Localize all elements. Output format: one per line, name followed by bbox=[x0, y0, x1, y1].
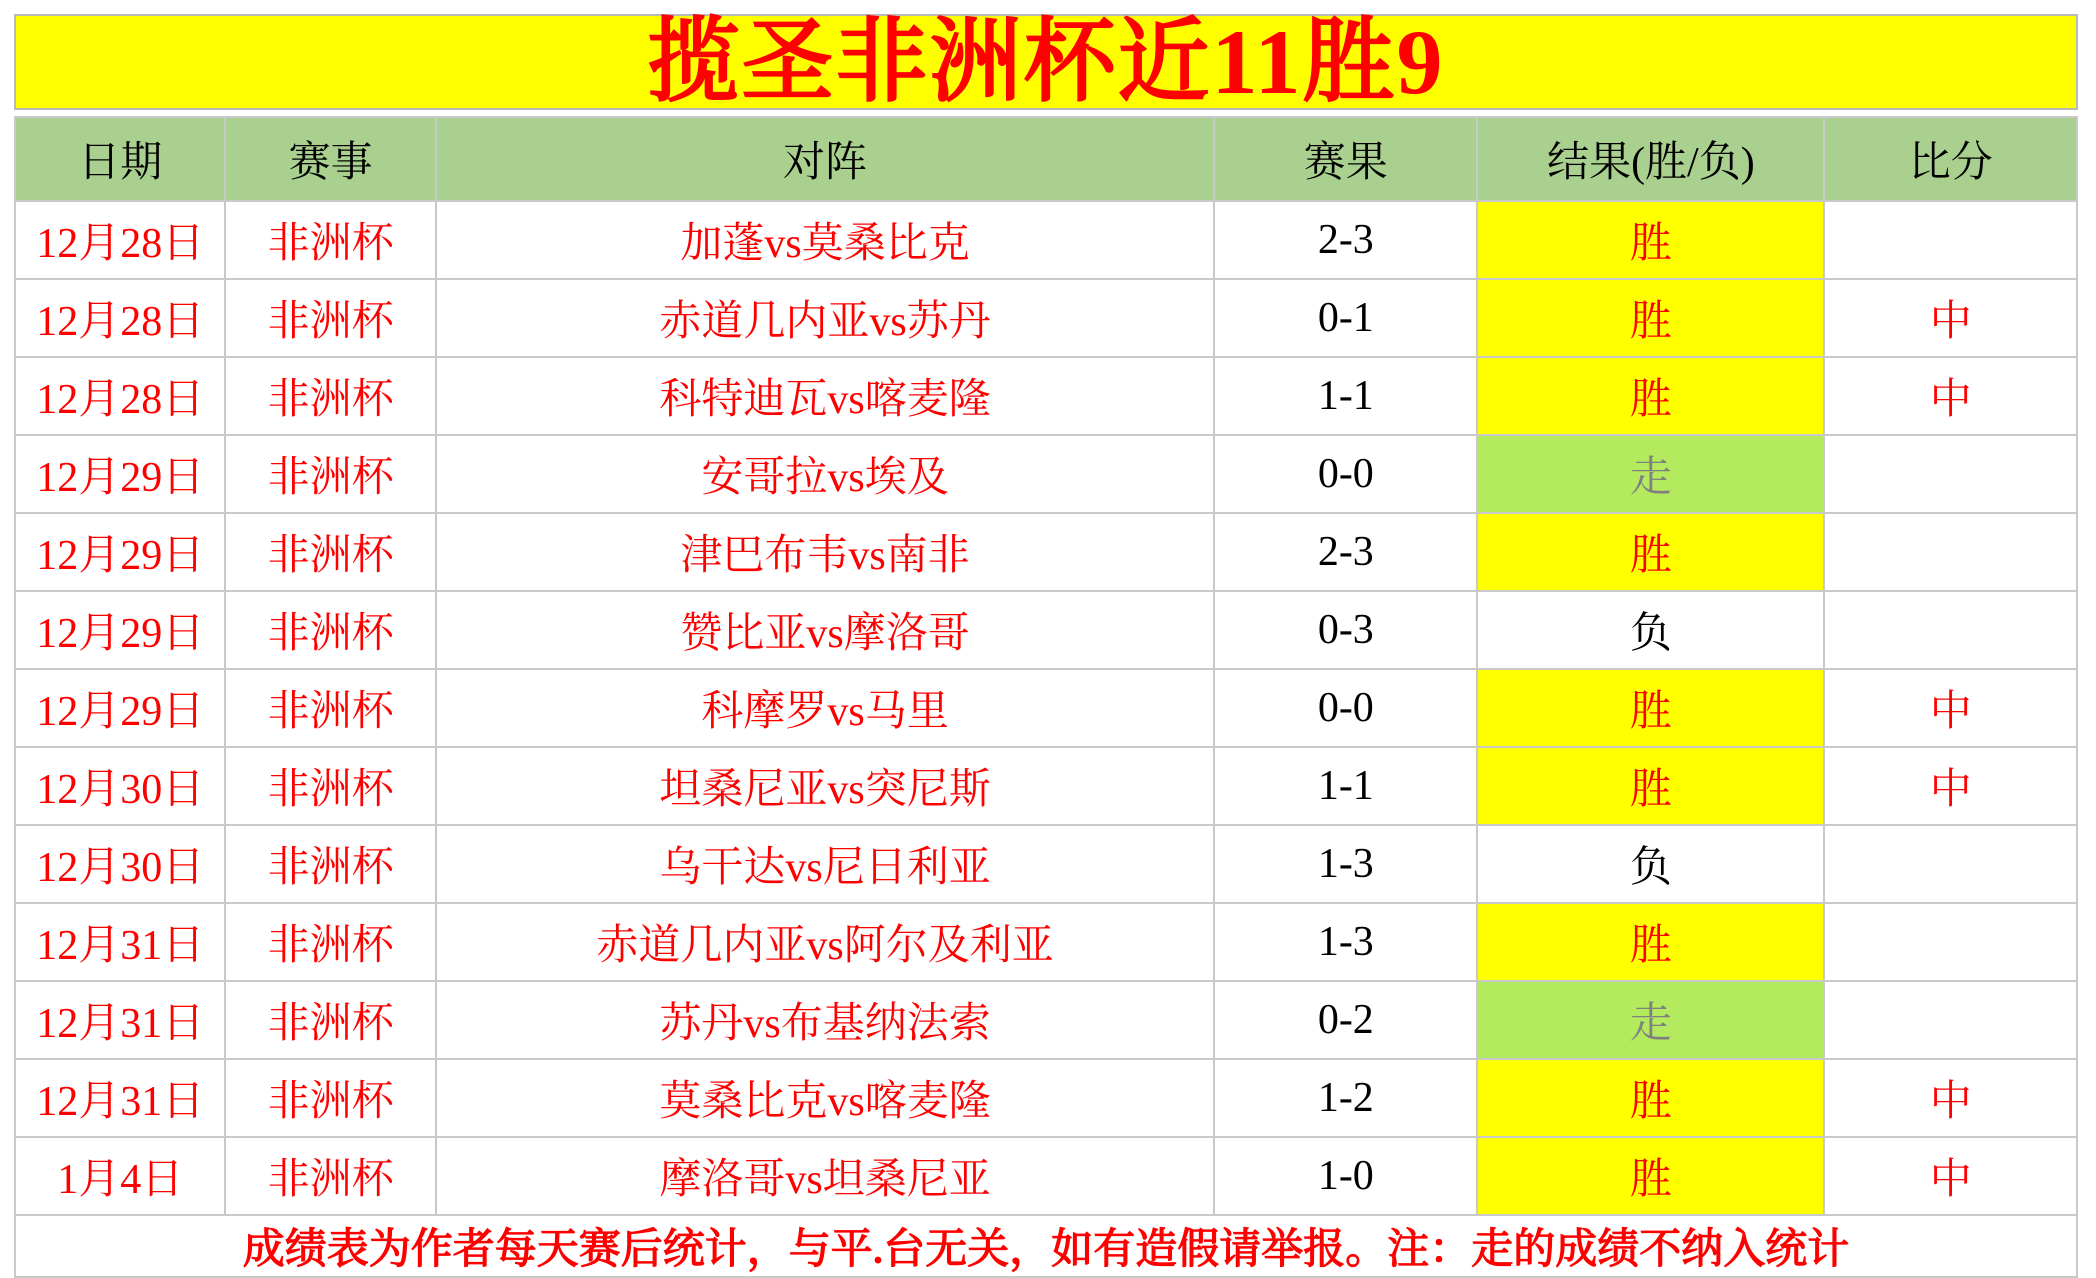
column-header-date: 日期 bbox=[15, 117, 225, 201]
cell-date: 12月28日 bbox=[15, 201, 225, 279]
cell-date: 12月28日 bbox=[15, 357, 225, 435]
column-header-result: 赛果 bbox=[1214, 117, 1477, 201]
cell-winloss: 胜 bbox=[1477, 201, 1824, 279]
table-row bbox=[15, 357, 2077, 435]
cell-matchup: 赞比亚vs摩洛哥 bbox=[436, 591, 1215, 669]
cell-date: 12月30日 bbox=[15, 825, 225, 903]
column-header-competition: 赛事 bbox=[225, 117, 435, 201]
cell-matchup: 苏丹vs布基纳法索 bbox=[436, 981, 1215, 1059]
cell-date: 12月31日 bbox=[15, 1059, 225, 1137]
cell-matchup: 科特迪瓦vs喀麦隆 bbox=[436, 357, 1215, 435]
cell-date: 12月29日 bbox=[15, 513, 225, 591]
footer-note-text: 成绩表为作者每天赛后统计，与平.台无关，如有造假请举报。注：走的成绩不纳入统计 bbox=[242, 1227, 1850, 1273]
cell-winloss: 胜 bbox=[1477, 903, 1824, 981]
cell-competition: 非洲杯 bbox=[225, 903, 435, 981]
cell-date: 12月29日 bbox=[15, 591, 225, 669]
table-row bbox=[15, 825, 2077, 903]
table-row bbox=[15, 981, 2077, 1059]
column-header-matchup: 对阵 bbox=[436, 117, 1215, 201]
cell-date: 12月29日 bbox=[15, 435, 225, 513]
cell-matchup: 乌干达vs尼日利亚 bbox=[436, 825, 1215, 903]
table-row bbox=[15, 279, 2077, 357]
header-row bbox=[15, 117, 2077, 201]
cell-competition: 非洲杯 bbox=[225, 513, 435, 591]
cell-result: 1-3 bbox=[1214, 825, 1477, 903]
cell-winloss: 负 bbox=[1477, 591, 1824, 669]
table-row bbox=[15, 903, 2077, 981]
column-header-winloss: 结果(胜/负) bbox=[1477, 117, 1824, 201]
table-header bbox=[15, 117, 2077, 201]
cell-competition: 非洲杯 bbox=[225, 591, 435, 669]
cell-competition: 非洲杯 bbox=[225, 981, 435, 1059]
cell-date: 12月30日 bbox=[15, 747, 225, 825]
table-row bbox=[15, 1137, 2077, 1215]
table-row bbox=[15, 201, 2077, 279]
cell-winloss: 胜 bbox=[1477, 279, 1824, 357]
cell-winloss: 负 bbox=[1477, 825, 1824, 903]
cell-date: 12月28日 bbox=[15, 279, 225, 357]
cell-result: 1-0 bbox=[1214, 1137, 1477, 1215]
cell-date: 12月29日 bbox=[15, 669, 225, 747]
table-row bbox=[15, 1059, 2077, 1137]
cell-result: 2-3 bbox=[1214, 201, 1477, 279]
cell-result: 0-3 bbox=[1214, 591, 1477, 669]
cell-competition: 非洲杯 bbox=[225, 357, 435, 435]
cell-result: 1-3 bbox=[1214, 903, 1477, 981]
cell-matchup: 坦桑尼亚vs突尼斯 bbox=[436, 747, 1215, 825]
cell-matchup: 摩洛哥vs坦桑尼亚 bbox=[436, 1137, 1215, 1215]
cell-score bbox=[1824, 981, 2077, 1059]
cell-competition: 非洲杯 bbox=[225, 825, 435, 903]
cell-score bbox=[1824, 903, 2077, 981]
cell-score bbox=[1824, 513, 2077, 591]
table-body bbox=[15, 201, 2077, 1215]
cell-result: 2-3 bbox=[1214, 513, 1477, 591]
cell-score: 中 bbox=[1824, 669, 2077, 747]
table-row bbox=[15, 513, 2077, 591]
cell-score: 中 bbox=[1824, 747, 2077, 825]
cell-result: 1-1 bbox=[1214, 747, 1477, 825]
cell-winloss: 胜 bbox=[1477, 357, 1824, 435]
cell-result: 0-2 bbox=[1214, 981, 1477, 1059]
cell-winloss: 胜 bbox=[1477, 1137, 1824, 1215]
cell-winloss: 走 bbox=[1477, 981, 1824, 1059]
cell-matchup: 赤道几内亚vs阿尔及利亚 bbox=[436, 903, 1215, 981]
table-row bbox=[15, 435, 2077, 513]
cell-score bbox=[1824, 591, 2077, 669]
title-banner bbox=[14, 11, 2078, 113]
cell-score bbox=[1824, 201, 2077, 279]
footer-note bbox=[14, 1216, 2078, 1278]
cell-competition: 非洲杯 bbox=[225, 201, 435, 279]
cell-score: 中 bbox=[1824, 1137, 2077, 1215]
cell-matchup: 赤道几内亚vs苏丹 bbox=[436, 279, 1215, 357]
cell-score bbox=[1824, 825, 2077, 903]
cell-competition: 非洲杯 bbox=[225, 1137, 435, 1215]
cell-competition: 非洲杯 bbox=[225, 669, 435, 747]
cell-date: 12月31日 bbox=[15, 903, 225, 981]
cell-matchup: 加蓬vs莫桑比克 bbox=[436, 201, 1215, 279]
cell-result: 0-1 bbox=[1214, 279, 1477, 357]
cell-winloss: 走 bbox=[1477, 435, 1824, 513]
column-header-score: 比分 bbox=[1824, 117, 2077, 201]
cell-matchup: 安哥拉vs埃及 bbox=[436, 435, 1215, 513]
page-title: 揽圣非洲杯近11胜9 bbox=[647, 11, 1445, 113]
table-row bbox=[15, 747, 2077, 825]
cell-competition: 非洲杯 bbox=[225, 747, 435, 825]
cell-result: 0-0 bbox=[1214, 435, 1477, 513]
cell-date: 12月31日 bbox=[15, 981, 225, 1059]
cell-date: 1月4日 bbox=[15, 1137, 225, 1215]
cell-result: 1-2 bbox=[1214, 1059, 1477, 1137]
cell-competition: 非洲杯 bbox=[225, 435, 435, 513]
results-table bbox=[14, 116, 2078, 1216]
table-row bbox=[15, 591, 2077, 669]
cell-result: 0-0 bbox=[1214, 669, 1477, 747]
cell-winloss: 胜 bbox=[1477, 1059, 1824, 1137]
cell-competition: 非洲杯 bbox=[225, 1059, 435, 1137]
table-row bbox=[15, 669, 2077, 747]
cell-score: 中 bbox=[1824, 279, 2077, 357]
cell-score: 中 bbox=[1824, 1059, 2077, 1137]
cell-competition: 非洲杯 bbox=[225, 279, 435, 357]
cell-result: 1-1 bbox=[1214, 357, 1477, 435]
cell-score bbox=[1824, 435, 2077, 513]
cell-score: 中 bbox=[1824, 357, 2077, 435]
cell-winloss: 胜 bbox=[1477, 747, 1824, 825]
cell-matchup: 莫桑比克vs喀麦隆 bbox=[436, 1059, 1215, 1137]
cell-winloss: 胜 bbox=[1477, 669, 1824, 747]
cell-winloss: 胜 bbox=[1477, 513, 1824, 591]
cell-matchup: 科摩罗vs马里 bbox=[436, 669, 1215, 747]
cell-matchup: 津巴布韦vs南非 bbox=[436, 513, 1215, 591]
